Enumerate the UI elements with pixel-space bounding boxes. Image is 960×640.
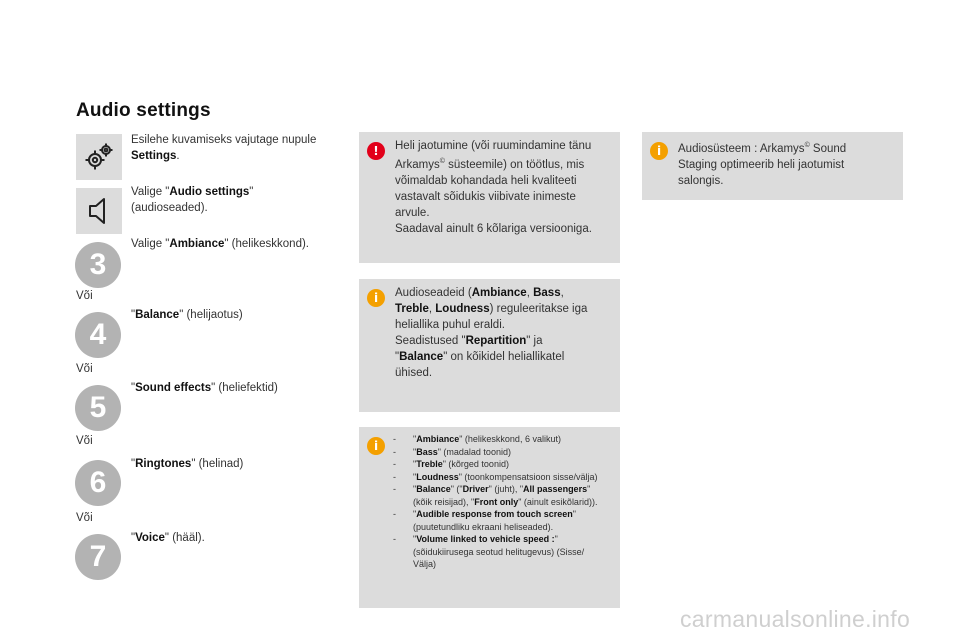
exclamation-icon: ! xyxy=(367,142,385,160)
list-item: - "Balance" ("Driver" (juht), "All passengers" (kõik reisijad), "Front only" (ainult esikõlarid)). xyxy=(393,484,598,507)
list-item: - "Treble" (kõrged toonid) xyxy=(393,459,509,469)
speaker-icon xyxy=(84,194,114,228)
step-3-badge: 3 xyxy=(75,242,121,288)
list-item: - "Loudness" (toonkompensatsioon sisse/välja) xyxy=(393,471,598,482)
step-4-text: "Balance" (helijaotus) xyxy=(131,309,243,321)
arkamys-text: Audiosüsteem : Arkamys© Sound Staging optimeerib heli jaotumist salongis. xyxy=(678,142,847,187)
warning-text: Heli jaotumine (või ruumindamine tänu Arkamys© süsteemile) on töötlus, mis võimaldab kohandada heli kvaliteeti vastavalt sõidukis viibivate inimeste arvule. Saadaval ainult 6 kõlariga versiooniga. xyxy=(395,140,592,235)
watermark: carmanualsonline.info xyxy=(680,606,911,632)
info-icon: i xyxy=(367,289,385,307)
or-label: Või xyxy=(76,363,93,375)
step-2-text: Valige "Audio settings" (audioseaded). xyxy=(131,186,254,214)
list-item: - "Ambiance" (helikeskkond, 6 valikut) xyxy=(393,434,561,444)
step-5-text: "Sound effects" (heliefektid) xyxy=(131,382,278,394)
step-6-text: "Ringtones" (helinad) xyxy=(131,458,244,470)
step-7-text: "Voice" (hääl). xyxy=(131,532,205,544)
step-1-text: Esilehe kuvamiseks vajutage nupule Settings. xyxy=(131,134,317,162)
list-item: - "Bass" (madalad toonid) xyxy=(393,446,511,457)
options-list-panel xyxy=(359,427,620,608)
arkamys-info-panel xyxy=(642,132,903,200)
or-label: Või xyxy=(76,512,93,524)
info-icon: i xyxy=(650,142,668,160)
info-icon: i xyxy=(367,437,385,455)
step-3-text: Valige "Ambiance" (helikeskkond). xyxy=(131,238,309,250)
list-item: - "Volume linked to vehicle speed :" (sõidukiirusega seotud helitugevus) (Sisse/ Välja) xyxy=(393,534,585,569)
list-item: - "Audible response from touch screen" (puutetundliku ekraani heliseaded). xyxy=(393,509,576,532)
step-7-badge: 7 xyxy=(75,534,121,580)
or-label: Või xyxy=(76,435,93,447)
settings-info-panel xyxy=(359,279,620,412)
settings-info-text: Audioseadeid (Ambiance, Bass, Treble, Loudness) reguleeritakse iga heliallika puhul eraldi. Seadistused "Repartition" ja "Balance" on kõikidel heliallikatel ühised. xyxy=(395,287,588,379)
step-5-badge: 5 xyxy=(75,385,121,431)
page-title: Audio settings xyxy=(76,100,211,121)
step-6-badge: 6 xyxy=(75,460,121,506)
settings-button[interactable] xyxy=(76,134,122,180)
step-4-badge: 4 xyxy=(75,312,121,358)
options-list xyxy=(393,433,614,571)
warning-panel xyxy=(359,132,620,263)
or-label: Või xyxy=(76,290,93,302)
audio-settings-button[interactable] xyxy=(76,188,122,234)
gears-icon xyxy=(82,140,116,174)
